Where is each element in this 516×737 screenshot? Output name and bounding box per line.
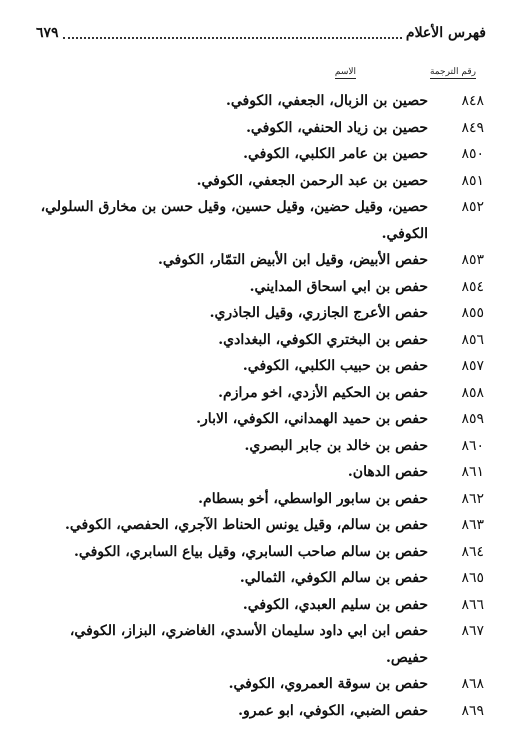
entry-number: ٨٥٩ (461, 411, 484, 427)
index-entry (36, 698, 486, 725)
entry-number: ٨٦٧ (461, 623, 484, 639)
entry-name: حفص بن سالم صاحب السابري، وقيل بياع السابري، الكوفي. (74, 543, 428, 560)
entry-number: ٨٥٥ (461, 305, 484, 321)
entry-number: ٨٦٦ (461, 596, 484, 613)
index-entry (36, 168, 486, 195)
running-head (36, 22, 486, 44)
entry-name: حفص الأبيض، وقيل ابن الأبيض التمّار، الكوفي. (157, 252, 428, 268)
index-entry (36, 565, 486, 592)
column-headers (36, 67, 486, 81)
index-entry (36, 539, 486, 566)
entry-name: حفص بن سليم العبدي، الكوفي. (242, 596, 428, 613)
entry-name: حفص الأعرج الجازري، وقيل الجاذري. (209, 305, 428, 321)
entry-number: ٨٤٩ (461, 119, 484, 136)
index-entry (36, 592, 486, 619)
index-entry (36, 115, 486, 142)
entry-name: حصين بن عبد الرحمن الجعفي، الكوفي. (196, 172, 428, 189)
index-entry (36, 406, 486, 433)
entry-name: حفص بن البختري الكوفي، البغدادي. (218, 331, 428, 348)
entry-name: حصين بن عامر الكلبي، الكوفي. (243, 146, 428, 162)
entry-name: حفص الضبي، الكوفي، ابو عمرو. (238, 702, 428, 719)
entry-name: حصين، وقيل حضين، وقيل حسين، وقيل حسن بن مخارق السلولي، الكوفي. (40, 199, 428, 242)
entry-name: حفص الدهان. (347, 464, 428, 480)
entry-number: ٨٤٨ (461, 93, 484, 109)
entry-name: حفص بن ابي اسحاق المدايني. (249, 278, 428, 295)
entry-name: حصين بن زياد الحنفي، الكوفي. (246, 119, 428, 136)
index-entry (36, 459, 486, 486)
index-entry (36, 671, 486, 698)
entry-number: ٨٥٧ (461, 358, 484, 374)
index-entry (36, 512, 486, 539)
index-title: فهرس الأعلام (405, 25, 486, 41)
page-number: ٦٧٩ (36, 25, 59, 41)
index-entry (36, 380, 486, 407)
entry-name: حفص بن سوقة العمروي، الكوفي. (228, 676, 428, 692)
entry-number: ٨٥٣ (461, 252, 484, 268)
entry-number: ٨٦١ (461, 464, 484, 480)
number-column-header: رقم الترجمة (429, 67, 476, 77)
index-entry (36, 194, 486, 247)
index-entries (36, 88, 486, 724)
entry-name: حفص بن خالد بن جابر البصري. (244, 437, 428, 454)
entry-number: ٨٥٤ (461, 278, 484, 295)
entry-number: ٨٦٢ (461, 490, 484, 507)
entry-number: ٨٥٠ (461, 146, 484, 162)
index-entry (36, 274, 486, 301)
entry-name: حفص بن حبيب الكلبي، الكوفي. (242, 358, 428, 374)
entry-number: ٨٦٥ (461, 570, 484, 586)
entry-number: ٨٥٦ (461, 331, 484, 348)
index-entry (36, 618, 486, 671)
entry-name: حصين بن الزبال، الجعفي، الكوفي. (225, 93, 428, 109)
entry-name: حفص بن الحكيم الأزدي، اخو مرازم. (218, 384, 428, 401)
index-entry (36, 486, 486, 513)
index-entry (36, 433, 486, 460)
entry-number: ٨٥٨ (461, 384, 484, 401)
entry-number: ٨٦٣ (461, 517, 484, 533)
entry-name: حفص بن سابور الواسطي، أخو بسطام. (198, 490, 428, 507)
entry-name: حفص ابن ابي داود سليمان الأسدي، الغاضري، البزاز، الكوفي، حفيص. (69, 623, 428, 666)
entry-number: ٨٥١ (461, 172, 484, 189)
dotted-leader (63, 28, 402, 39)
name-column-header: الاسم (334, 67, 356, 77)
index-entry (36, 141, 486, 168)
entry-number: ٨٦٠ (461, 437, 484, 454)
entry-name: حفص بن حميد الهمداني، الكوفي، الابار. (196, 411, 428, 427)
entry-number: ٨٥٢ (461, 199, 484, 215)
index-entry (36, 88, 486, 115)
index-entry (36, 353, 486, 380)
entry-name: حفص بن سالم، وقيل يونس الحناط الآجري، الحفصي، الكوفي. (64, 517, 428, 533)
index-entry (36, 247, 486, 274)
entry-number: ٨٦٨ (461, 676, 484, 692)
entry-number: ٨٦٩ (461, 702, 484, 719)
index-entry (36, 300, 486, 327)
entry-name: حفص بن سالم الكوفي، الثمالي. (239, 570, 428, 586)
entry-number: ٨٦٤ (461, 543, 484, 560)
index-entry (36, 327, 486, 354)
